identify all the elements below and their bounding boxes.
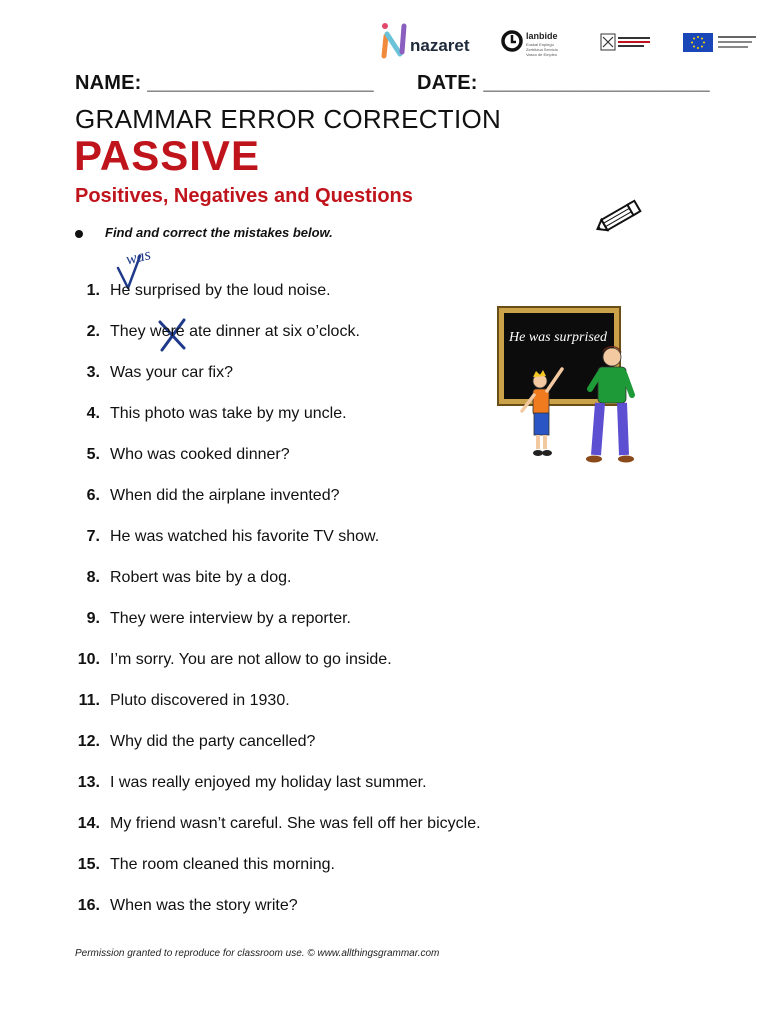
lanbide-subtitle: Euskal Enplegu Zerbitzua Servicio Vasco de Empleo <box>526 42 559 57</box>
item-number: 10. <box>77 651 100 668</box>
lanbide-clock-icon <box>500 29 524 53</box>
item-sentence: He was watched his favorite TV show. <box>110 528 380 545</box>
item-number: 15. <box>77 856 100 873</box>
nazaret-mark-icon <box>380 20 410 60</box>
name-field[interactable]: NAME: ____________________ <box>75 72 374 94</box>
topic-title: PASSIVE <box>74 132 260 179</box>
instruction-text: Find and correct the mistakes below. <box>105 225 333 240</box>
lanbide-logo <box>500 29 560 55</box>
item-number: 9. <box>86 610 100 627</box>
name-date-row <box>75 72 710 95</box>
item-sentence: The room cleaned this morning. <box>110 856 335 873</box>
item-sentence: They were interview by a reporter. <box>110 610 351 627</box>
item-sentence: Why did the party cancelled? <box>110 733 316 750</box>
blackboard-illustration <box>496 305 646 465</box>
gobierno-vasco-logo <box>600 31 652 53</box>
header-logos <box>380 14 760 64</box>
date-field[interactable]: DATE: ____________________ <box>417 72 710 94</box>
item-sentence: I was really enjoyed my holiday last summer. <box>110 774 427 791</box>
nazaret-logo <box>380 16 490 62</box>
item-sentence: Pluto discovered in 1930. <box>110 692 290 709</box>
item-sentence: Robert was bite by a dog. <box>110 569 292 586</box>
item-sentence: When was the story write? <box>110 897 298 914</box>
item-number: 3. <box>86 364 100 381</box>
item-number: 4. <box>86 405 100 422</box>
item-sentence: Who was cooked dinner? <box>110 446 290 463</box>
item-sentence: Was your car fix? <box>110 364 233 381</box>
item-number: 16. <box>77 897 100 914</box>
nazaret-wordmark: nazaret <box>410 36 470 55</box>
pencil-icon <box>592 195 648 237</box>
item-number: 8. <box>86 569 100 586</box>
worksheet-title: GRAMMAR ERROR CORRECTION <box>75 104 502 134</box>
item-number: 13. <box>77 774 100 791</box>
item-sentence: My friend wasn’t careful. She was fell off her bicycle. <box>110 815 481 832</box>
item-sentence: When did the airplane invented? <box>110 487 340 504</box>
item-sentence: This photo was take by my uncle. <box>110 405 347 422</box>
correction-word: was <box>124 246 153 269</box>
gobierno-vasco-emblem-icon <box>600 31 652 53</box>
item-sentence: He surprised by the loud noise. <box>110 282 331 299</box>
item-number: 14. <box>77 815 100 832</box>
item-number: 5. <box>86 446 100 463</box>
item-number: 11. <box>78 692 100 709</box>
copyright-footer: Permission granted to reproduce for classroom use. © www.allthingsgrammar.com <box>75 948 440 959</box>
eu-logo <box>682 31 760 53</box>
blackboard-text: He was surprised <box>509 330 608 345</box>
item-number: 2. <box>86 323 100 340</box>
item-number: 1. <box>86 282 100 299</box>
bullet-icon <box>75 230 83 238</box>
eu-flag-icon <box>682 31 760 53</box>
item-number: 6. <box>86 487 100 504</box>
worksheet-subtitle: Positives, Negatives and Questions <box>75 185 413 207</box>
item-number: 7. <box>86 528 100 545</box>
item-sentence: They were ate dinner at six o’clock. <box>110 323 360 340</box>
lanbide-wordmark: lanbide <box>526 31 558 41</box>
item-number: 12. <box>77 733 100 750</box>
item-sentence: I’m sorry. You are not allow to go inside. <box>110 651 392 668</box>
